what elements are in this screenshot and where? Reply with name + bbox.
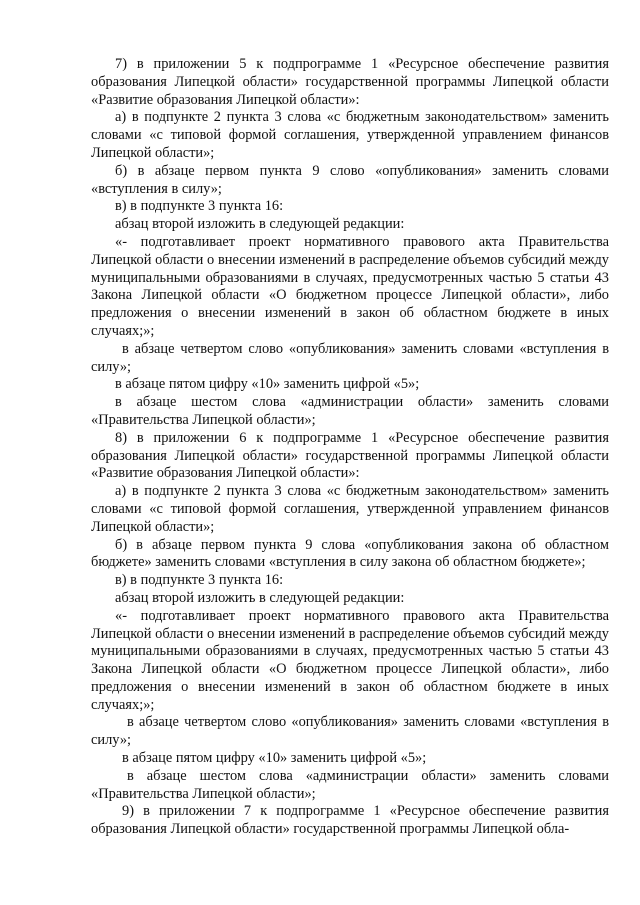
- paragraph-abzac-shestoy: в абзаце шестом слова «администрации области» заменить словами «Правительства Липецкой области»;: [91, 394, 609, 428]
- paragraph-item-8a: а) в подпункте 2 пункта 3 слова «с бюджетным законодательством» заменить словами «с типовой формой соглашения, утвержденной управлением финансов Липецкой области»;: [91, 483, 609, 535]
- document-page: [91, 56, 609, 839]
- paragraph-item-7b: б) в абзаце первом пункта 9 слово «опубликования» заменить словами «вступления в силу»;: [91, 162, 609, 197]
- paragraph-item-8v: в) в подпункте 3 пункта 16:: [115, 572, 284, 589]
- paragraph-quoted-edit: «- подготавливает проект нормативного правового акта Правительства Липецкой области о внесении изменений в распределение объемов субсидий между муниципальными образованиями в случаях, предусмотренных частью 5 статьи 43 Закона Липецкой области «О бюджетном процессе Липецкой области», либо предложения о внесении изменений в закон об областном бюджете в иных случаях;»;: [91, 233, 609, 339]
- paragraph-item-7v: в) в подпункте 3 пункта 16:: [115, 198, 284, 215]
- paragraph-item-9: 9) в приложении 7 к подпрограмме 1 «Ресурсное обеспечение развития образования Липецкой области» государственной программы Липецкой обла-: [91, 803, 609, 838]
- paragraph-abzac-vtoroy-2: абзац второй изложить в следующей редакции:: [115, 589, 405, 606]
- paragraph-abzac-chetvertyy: в абзаце четвертом слово «опубликования» заменить словами «вступления в силу»;: [91, 340, 609, 375]
- paragraph-abzac-vtoroy: абзац второй изложить в следующей редакции:: [115, 216, 405, 233]
- paragraph-item-8b: б) в абзаце первом пункта 9 слова «опубликования закона об областном бюджете» заменить словами «вступления в силу закона об областном бюджете»;: [91, 536, 609, 571]
- paragraph-abzac-pyatyy: в абзаце пятом цифру «10» заменить цифрой «5»;: [115, 376, 420, 393]
- paragraph-abzac-pyatyy-2: в абзаце пятом цифру «10» заменить цифрой «5»;: [122, 750, 427, 767]
- paragraph-item-8: 8) в приложении 6 к подпрограмме 1 «Ресурсное обеспечение развития образования Липецкой области» государственной программы Липецкой области «Развитие образования Липецкой области»:: [91, 429, 609, 482]
- paragraph-quoted-edit-2: «- подготавливает проект нормативного правового акта Правительства Липецкой области о внесении изменений в распределение объемов субсидий между муниципальными образованиями в случаях, предусмотренных частью 5 статьи 43 Закона Липецкой области «О бюджетном процессе Липецкой области», либо предложения о внесении изменений в закон об областном бюджете в иных случаях;»;: [91, 607, 609, 713]
- paragraph-abzac-chetvertyy-2: в абзаце четвертом слово «опубликования» заменить словами «вступления в силу»;: [91, 714, 609, 749]
- paragraph-item-7a: а) в подпункте 2 пункта 3 слова «с бюджетным законодательством» заменить словами «с типовой формой соглашения, утвержденной управлением финансов Липецкой области»;: [91, 109, 609, 161]
- paragraph-item-7: 7) в приложении 5 к подпрограмме 1 «Ресурсное обеспечение развития образования Липецкой области» государственной программы Липецкой области «Развитие образования Липецкой области»:: [91, 56, 609, 108]
- paragraph-abzac-shestoy-2: в абзаце шестом слова «администрации области» заменить словами «Правительства Липецкой области»;: [91, 767, 609, 802]
